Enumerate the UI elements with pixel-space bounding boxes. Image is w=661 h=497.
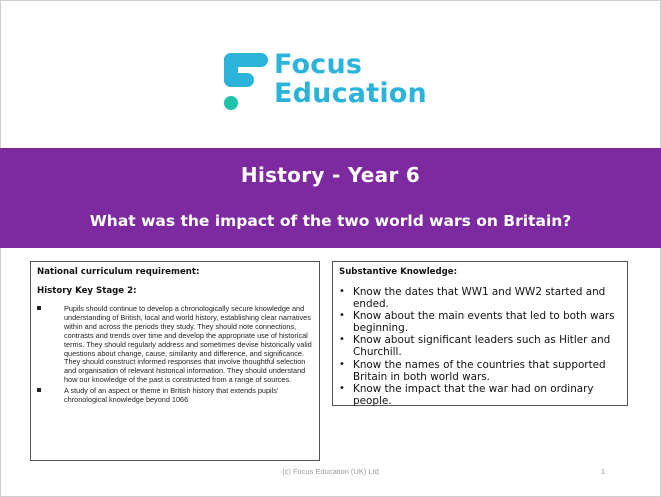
logo-wordmark (274, 50, 427, 108)
curriculum-heading: National curriculum requirement: (37, 267, 200, 277)
page-number: 1 (601, 467, 606, 476)
footer-copyright: (c) Focus Education (UK) Ltd (282, 467, 379, 476)
list-item-text: Know the names of the countries that supported Britain in both world wars. (353, 358, 606, 383)
list-item-text: Know the dates that WW1 and WW2 started and ended. (353, 286, 606, 311)
bullet-icon: • (339, 382, 345, 394)
page-title: History - Year 6 (240, 163, 421, 187)
curriculum-box (30, 261, 320, 461)
title-banner (0, 148, 661, 248)
list-item (37, 305, 313, 385)
curriculum-list (37, 305, 313, 405)
list-item-text: Pupils should continue to develop a chronologically secure knowledge and understanding of British, local and world history, establishing clear narratives within and across the periods they study. They should note connections, contrasts and trends over time and develop the appropriate use of historical terms. They should regularly address and sometimes devise historically valid questions about change, cause, similarity and difference, and significance. They should construct informed responses that involve thoughtful selection and organisation of relevant historical information. They should understand how our knowledge of the past is constructed from a range of sources. (64, 304, 312, 385)
list-item-text: A study of an aspect or theme in British history that extends pupils' chronological knowledge beyond 1066 (64, 386, 279, 405)
bullet-icon: • (339, 334, 345, 346)
logo-mark-icon (224, 53, 270, 111)
bullet-icon: • (339, 358, 345, 370)
list-item (339, 359, 623, 383)
list-item-text: Know about significant leaders such as Hitler and Churchill. (353, 334, 611, 359)
focus-education-logo (224, 50, 454, 112)
list-item (37, 387, 313, 405)
list-item (339, 310, 623, 334)
bullet-icon: • (339, 310, 345, 322)
knowledge-list (339, 286, 623, 407)
list-item (339, 286, 623, 310)
knowledge-box (332, 261, 628, 406)
bullet-icon: • (339, 286, 345, 297)
knowledge-heading: Substantive Knowledge: (339, 267, 458, 277)
list-item (339, 334, 623, 358)
logo-line-1: Focus (274, 49, 363, 80)
list-item (339, 383, 623, 407)
list-item-text: Know the impact that the war had on ordinary people. (353, 382, 594, 407)
curriculum-subheading: History Key Stage 2: (37, 286, 137, 296)
bullet-icon (37, 306, 41, 310)
bullet-icon (37, 388, 41, 392)
list-item-text: Know about the main events that led to both wars beginning. (353, 310, 615, 335)
page-subtitle: What was the impact of the two world wars on Britain? (89, 212, 572, 230)
logo-line-2: Education (274, 78, 427, 109)
